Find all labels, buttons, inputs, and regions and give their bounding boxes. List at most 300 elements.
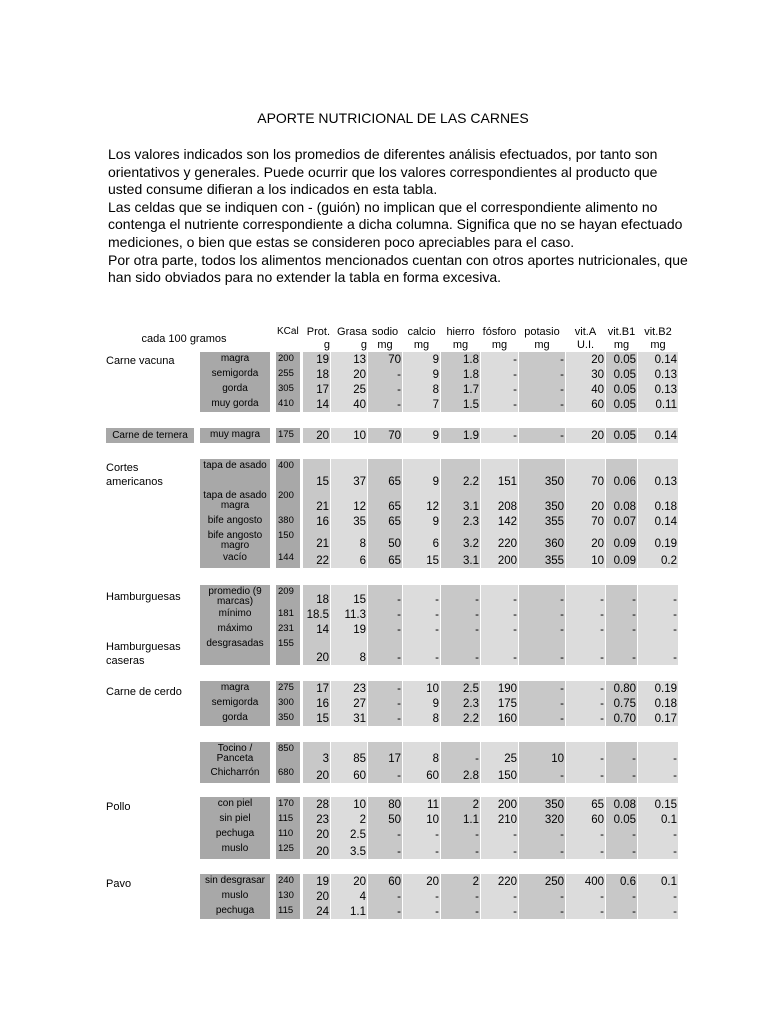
table-cell: - xyxy=(560,846,564,858)
table-cell: 0.13 xyxy=(654,369,677,381)
table-cell: 8 xyxy=(432,384,439,396)
table-cell: - xyxy=(673,891,677,903)
table-cell: 11.3 xyxy=(344,609,366,621)
table-cell: 0.09 xyxy=(613,555,636,567)
table-cell: 3.1 xyxy=(463,501,479,513)
table-cell: 320 xyxy=(544,814,564,826)
table-cell: - xyxy=(475,594,479,606)
cell-kcal: 130 xyxy=(278,890,294,901)
table-cell: 15 xyxy=(316,713,329,725)
column-header-unit: g xyxy=(323,339,330,351)
table-cell: - xyxy=(673,624,677,636)
table-cell: 0.2 xyxy=(661,555,677,567)
column-header-unit: U.I. xyxy=(576,339,595,351)
cell-kcal: 170 xyxy=(278,798,294,809)
table-cell: 16 xyxy=(316,698,329,710)
cell-kcal: 680 xyxy=(278,767,294,778)
table-cell: 0.18 xyxy=(654,501,677,513)
row-subtype: bife angosto xyxy=(207,515,263,526)
table-cell: 28 xyxy=(316,799,329,811)
column-header-name: vit.B1 xyxy=(607,326,636,338)
table-cell: 24 xyxy=(316,906,329,918)
table-cell: - xyxy=(513,399,517,411)
table-cell: 23 xyxy=(316,814,329,826)
table-cell: 2.5 xyxy=(350,829,366,841)
table-cell: - xyxy=(560,399,564,411)
table-cell: 200 xyxy=(497,555,517,567)
table-cell: - xyxy=(397,384,401,396)
table-cell: - xyxy=(513,430,517,442)
group-label: Carne de cerdo xyxy=(106,686,182,698)
table-cell: 0.15 xyxy=(654,799,677,811)
table-cell: 20 xyxy=(591,501,604,513)
table-cell: 2.2 xyxy=(463,713,479,725)
table-cell: - xyxy=(560,713,564,725)
row-subtype: desgrasadas xyxy=(206,638,264,649)
row-subtype: máximo xyxy=(217,623,253,634)
table-cell: 1.9 xyxy=(463,430,479,442)
column-header-unit: mg xyxy=(452,339,469,351)
table-cell: 0.70 xyxy=(613,713,636,725)
table-cell: 350 xyxy=(544,799,564,811)
table-cell: - xyxy=(673,829,677,841)
column-header-name: calcio xyxy=(407,326,436,338)
table-cell: 70 xyxy=(388,354,401,366)
table-cell: 17 xyxy=(316,683,329,695)
table-cell: 220 xyxy=(497,538,517,550)
column-header xyxy=(638,326,678,352)
table-cell: 175 xyxy=(497,698,517,710)
table-cell: - xyxy=(600,609,604,621)
table-cell: 15 xyxy=(316,476,329,488)
table-cell: 50 xyxy=(388,538,401,550)
row-subtype: pechuga xyxy=(215,905,255,916)
table-cell: 9 xyxy=(432,516,439,528)
row-subtype: mínimo xyxy=(218,608,252,619)
table-cell: - xyxy=(397,652,401,664)
table-cell: 250 xyxy=(544,876,564,888)
table-cell: - xyxy=(560,384,564,396)
table-cell: - xyxy=(632,846,636,858)
table-cell: 6 xyxy=(432,538,439,550)
table-cell: - xyxy=(600,753,604,765)
table-cell: - xyxy=(475,906,479,918)
cell-kcal: 231 xyxy=(278,623,294,634)
row-subtype: magra xyxy=(220,353,250,364)
table-cell: 0.08 xyxy=(613,501,636,513)
table-cell: - xyxy=(560,906,564,918)
table-cell: - xyxy=(475,753,479,765)
table-cell: - xyxy=(475,846,479,858)
column-header-name: hierro xyxy=(446,326,475,338)
table-cell: 2.5 xyxy=(463,683,479,695)
intro-paragraph: Por otra parte, todos los alimentos mencionados cuentan con otros aportes nutricionales, que han sido obviados para no extender la tabla en forma excesiva. xyxy=(108,251,688,286)
table-cell: 60 xyxy=(591,814,604,826)
column-header-unit: mg xyxy=(534,339,550,351)
table-cell: - xyxy=(435,594,439,606)
table-cell: - xyxy=(513,354,517,366)
table-cell: - xyxy=(513,594,517,606)
table-cell: 355 xyxy=(544,516,564,528)
table-cell: - xyxy=(560,369,564,381)
table-cell: - xyxy=(475,891,479,903)
table-cell: - xyxy=(397,829,401,841)
table-cell: 2.2 xyxy=(463,476,479,488)
table-cell: - xyxy=(632,891,636,903)
table-cell: 10 xyxy=(353,430,366,442)
table-cell: - xyxy=(475,624,479,636)
table-cell: 20 xyxy=(353,369,366,381)
table-cell: 14 xyxy=(316,624,329,636)
table-cell: - xyxy=(435,891,439,903)
table-cell: 23 xyxy=(353,683,366,695)
page-title: APORTE NUTRICIONAL DE LAS CARNES xyxy=(257,110,529,126)
table-cell: 350 xyxy=(544,501,564,513)
group-label: Pavo xyxy=(106,878,132,890)
table-cell: 8 xyxy=(359,538,366,550)
table-cell: 9 xyxy=(432,369,439,381)
table-cell: 60 xyxy=(426,770,439,782)
table-cell: - xyxy=(673,753,677,765)
table-cell: 12 xyxy=(353,501,366,513)
cell-kcal: 200 xyxy=(278,490,294,501)
table-cell: - xyxy=(600,624,604,636)
table-cell: 13 xyxy=(353,354,366,366)
table-cell: - xyxy=(435,829,439,841)
group-label: Hamburguesas xyxy=(106,591,181,603)
table-cell: 65 xyxy=(388,501,401,513)
table-cell: 27 xyxy=(353,698,366,710)
table-cell: - xyxy=(513,829,517,841)
table-cell: 0.11 xyxy=(655,399,677,411)
table-cell: 0.06 xyxy=(613,476,636,488)
group-label: Carne de ternera xyxy=(112,430,188,441)
table-cell: 2.3 xyxy=(463,516,479,528)
table-cell: - xyxy=(673,846,677,858)
table-cell: 18.5 xyxy=(306,609,329,621)
row-subtype: bife angosto magro xyxy=(207,530,263,551)
column-header xyxy=(441,326,480,352)
table-cell: 40 xyxy=(591,384,604,396)
table-cell: 70 xyxy=(388,430,401,442)
column-header-unit: mg xyxy=(613,339,630,351)
table-cell: 25 xyxy=(504,753,517,765)
table-cell: - xyxy=(435,906,439,918)
row-subtype: con piel xyxy=(217,798,253,809)
row-subtype: muslo xyxy=(221,843,249,854)
table-cell: 15 xyxy=(353,594,366,606)
table-cell: 3.2 xyxy=(463,538,479,550)
table-cell: 1.7 xyxy=(463,384,479,396)
table-cell: - xyxy=(397,609,401,621)
table-cell: 0.05 xyxy=(613,384,636,396)
table-cell: 0.75 xyxy=(613,698,636,710)
table-cell: 20 xyxy=(591,538,604,550)
table-cell: - xyxy=(397,770,401,782)
table-cell: - xyxy=(513,891,517,903)
cell-kcal: 181 xyxy=(278,608,294,619)
table-cell: 350 xyxy=(544,476,564,488)
table-cell: 70 xyxy=(591,476,604,488)
table-cell: 20 xyxy=(316,891,329,903)
table-cell: 2 xyxy=(472,799,479,811)
column-header xyxy=(519,326,565,352)
table-cell: 1.1 xyxy=(463,814,479,826)
table-cell: - xyxy=(397,683,401,695)
table-cell: 10 xyxy=(591,555,604,567)
row-subtype: magra xyxy=(220,682,250,693)
table-cell: 20 xyxy=(316,652,329,664)
table-cell: - xyxy=(600,652,604,664)
column-header-unit: mg xyxy=(650,339,666,351)
cell-kcal: 115 xyxy=(278,813,294,824)
table-cell: 20 xyxy=(316,430,329,442)
table-cell: 18 xyxy=(316,594,329,606)
table-cell: 22 xyxy=(316,555,329,567)
table-cell: 16 xyxy=(316,516,329,528)
table-cell: - xyxy=(397,399,401,411)
table-cell: 0.09 xyxy=(613,538,636,550)
column-header xyxy=(303,326,330,352)
table-cell: 7 xyxy=(432,399,439,411)
row-subtype: muy magra xyxy=(209,429,260,440)
cell-kcal: 350 xyxy=(278,712,294,723)
table-cell: 4 xyxy=(359,891,366,903)
table-cell: 0.17 xyxy=(654,713,677,725)
cell-kcal: 125 xyxy=(278,843,294,854)
table-cell: 0.1 xyxy=(661,876,677,888)
table-cell: 17 xyxy=(388,753,401,765)
table-cell: 0.14 xyxy=(654,354,677,366)
table-cell: 0.05 xyxy=(613,430,636,442)
table-cell: 200 xyxy=(497,799,517,811)
table-cell: 31 xyxy=(353,713,366,725)
table-cell: 210 xyxy=(497,814,517,826)
table-cell: - xyxy=(673,770,677,782)
row-subtype: sin piel xyxy=(219,813,251,824)
cell-kcal: 209 xyxy=(278,586,294,597)
table-cell: - xyxy=(560,609,564,621)
group-label: Cortes americanos xyxy=(106,462,163,488)
row-subtype: semigorda xyxy=(211,368,259,379)
table-cell: - xyxy=(632,753,636,765)
table-cell: - xyxy=(632,624,636,636)
table-cell: 0.80 xyxy=(613,683,636,695)
table-cell: 9 xyxy=(432,354,439,366)
table-cell: - xyxy=(632,594,636,606)
table-cell: 1.5 xyxy=(463,399,479,411)
cell-kcal: 240 xyxy=(278,875,294,886)
table-cell: 150 xyxy=(497,770,517,782)
table-cell: - xyxy=(435,652,439,664)
table-cell: 20 xyxy=(426,876,439,888)
column-header-name: potasio xyxy=(524,326,560,338)
intro-paragraph: Las celdas que se indiquen con - (guión) no implican que el correspondiente alimento no contenga el nutriente correspondiente a dicha columna. Significa que no se hayan efectuado mediciones, o bien que estas se consideren poco apreciables para el caso. xyxy=(108,198,683,250)
table-cell: 60 xyxy=(591,399,604,411)
table-cell: 18 xyxy=(316,369,329,381)
column-header-unit: mg xyxy=(413,339,430,351)
table-cell: - xyxy=(397,906,401,918)
table-cell: - xyxy=(673,906,677,918)
table-cell: - xyxy=(560,430,564,442)
table-cell: - xyxy=(513,652,517,664)
intro-text xyxy=(108,146,688,287)
table-cell: 208 xyxy=(497,501,517,513)
row-subtype: pechuga xyxy=(215,828,255,839)
cell-kcal: 144 xyxy=(278,552,294,563)
table-cell: - xyxy=(397,624,401,636)
table-cell: - xyxy=(560,891,564,903)
table-cell: - xyxy=(435,846,439,858)
table-cell: 2.8 xyxy=(463,770,479,782)
table-cell: 10 xyxy=(426,814,439,826)
cell-kcal: 410 xyxy=(278,398,294,409)
table-cell: - xyxy=(397,698,401,710)
table-cell: 160 xyxy=(497,713,517,725)
column-header-name: fósforo xyxy=(482,326,517,338)
table-cell: 0.14 xyxy=(654,516,677,528)
table-cell: 0.05 xyxy=(613,354,636,366)
row-subtype: Tocino / Panceta xyxy=(216,743,254,764)
table-cell: 0.1 xyxy=(661,814,677,826)
table-cell: - xyxy=(600,829,604,841)
row-subtype: muslo xyxy=(221,890,249,901)
cell-kcal: 305 xyxy=(278,383,294,394)
table-cell: - xyxy=(600,770,604,782)
table-cell: - xyxy=(560,829,564,841)
column-header xyxy=(403,326,440,352)
table-cell: - xyxy=(632,906,636,918)
group-label: Hamburguesas caseras xyxy=(106,641,181,667)
column-header-name: vit.A xyxy=(574,326,597,338)
table-cell: 190 xyxy=(497,683,517,695)
group-label: Carne vacuna xyxy=(106,355,175,367)
cell-kcal: 115 xyxy=(278,905,294,916)
table-cell: 35 xyxy=(353,516,366,528)
table-cell: - xyxy=(397,713,401,725)
table-cell: 10 xyxy=(353,799,366,811)
table-cell: 80 xyxy=(388,799,401,811)
table-cell: 1.1 xyxy=(350,906,366,918)
table-cell: 20 xyxy=(316,846,329,858)
table-cell: 2.3 xyxy=(463,698,479,710)
column-header-name: sodio xyxy=(371,326,399,338)
table-cell: 0.18 xyxy=(654,698,677,710)
table-cell: 65 xyxy=(591,799,604,811)
table-cell: 220 xyxy=(497,876,517,888)
table-cell: 20 xyxy=(353,876,366,888)
cell-kcal: 275 xyxy=(278,682,294,693)
table-cell: 360 xyxy=(544,538,564,550)
table-cell: 50 xyxy=(388,814,401,826)
row-subtype: gorda xyxy=(222,383,248,394)
cell-kcal: 155 xyxy=(278,638,294,649)
table-cell: - xyxy=(513,624,517,636)
row-subtype: Chicharrón xyxy=(210,767,260,778)
table-cell: 142 xyxy=(497,516,517,528)
table-cell: - xyxy=(600,683,604,695)
intro-paragraph: Los valores indicados son los promedios de diferentes análisis efectuados, por tanto son orientativos y generales. Puede ocurrir que los valores correspondientes al producto que usted consume difieran a los indicados en esta tabla. xyxy=(108,146,658,198)
table-cell: - xyxy=(600,713,604,725)
table-cell: 3.5 xyxy=(350,846,366,858)
table-cell: 65 xyxy=(388,555,401,567)
table-cell: 0.14 xyxy=(654,430,677,442)
table-cell: - xyxy=(600,594,604,606)
table-cell: 11 xyxy=(427,799,439,811)
table-cell: 14 xyxy=(316,399,329,411)
row-subtype: gorda xyxy=(222,712,248,723)
table-cell: 1.8 xyxy=(463,369,479,381)
cell-kcal: 200 xyxy=(278,353,294,364)
column-header xyxy=(481,326,518,352)
table-cell: 8 xyxy=(432,753,439,765)
column-header xyxy=(566,326,605,352)
table-cell: 70 xyxy=(591,516,604,528)
table-cell: - xyxy=(397,594,401,606)
table-cell: - xyxy=(397,891,401,903)
table-cell: 20 xyxy=(316,770,329,782)
table-cell: - xyxy=(475,609,479,621)
table-cell: - xyxy=(560,770,564,782)
row-subtype: tapa de asado magra xyxy=(203,490,267,511)
table-cell: - xyxy=(513,846,517,858)
table-cell: 1.8 xyxy=(463,354,479,366)
table-cell: 20 xyxy=(591,430,604,442)
table-cell: 20 xyxy=(591,354,604,366)
table-cell: - xyxy=(435,609,439,621)
column-header-name: Grasa xyxy=(337,326,367,338)
table-cell: 10 xyxy=(426,683,439,695)
cell-kcal: 255 xyxy=(278,368,294,379)
table-cell: 85 xyxy=(353,753,366,765)
row-subtype: semigorda xyxy=(211,697,259,708)
table-cell: - xyxy=(397,846,401,858)
table-cell: 15 xyxy=(426,555,439,567)
table-cell: 0.13 xyxy=(654,476,677,488)
table-cell: - xyxy=(600,906,604,918)
table-cell: - xyxy=(513,609,517,621)
table-cell: 6 xyxy=(359,555,366,567)
column-header-unit: g xyxy=(360,339,367,351)
row-subtype: promedio (9 marcas) xyxy=(208,586,262,607)
table-cell: - xyxy=(560,652,564,664)
table-cell: - xyxy=(673,652,677,664)
table-cell: 0.19 xyxy=(654,683,677,695)
table-cell: 21 xyxy=(316,501,329,513)
table-cell: - xyxy=(513,906,517,918)
table-cell: - xyxy=(513,384,517,396)
cell-kcal: 110 xyxy=(278,828,294,839)
row-subtype: tapa de asado xyxy=(203,460,267,471)
table-cell: - xyxy=(632,829,636,841)
table-cell: 9 xyxy=(432,430,439,442)
table-cell: 65 xyxy=(388,516,401,528)
table-cell: 0.19 xyxy=(654,538,677,550)
table-cell: 0.6 xyxy=(620,876,636,888)
table-cell: 151 xyxy=(497,476,517,488)
column-header xyxy=(368,326,402,352)
table-cell: - xyxy=(632,770,636,782)
row-subtype: sin desgrasar xyxy=(204,875,266,886)
table-cell: - xyxy=(560,354,564,366)
cell-kcal: 400 xyxy=(278,460,294,471)
table-cell: 355 xyxy=(544,555,564,567)
table-cell: 21 xyxy=(316,538,329,550)
per-100g-label: cada 100 gramos xyxy=(141,333,227,345)
table-cell: - xyxy=(673,594,677,606)
table-cell: - xyxy=(632,652,636,664)
table-cell: 0.08 xyxy=(613,799,636,811)
